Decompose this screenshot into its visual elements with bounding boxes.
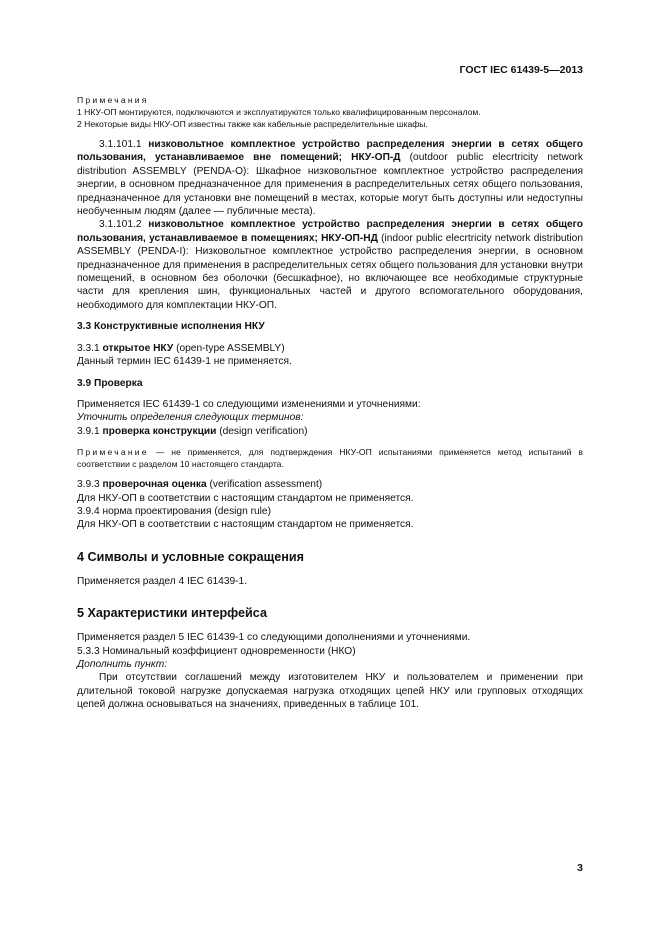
clause-5-3-3: 5.3.3 Номинальный коэффициент одновременности (НКО) bbox=[77, 645, 356, 657]
clause-number: 3.3.1 bbox=[77, 342, 100, 354]
clause-term: проверка конструкции bbox=[102, 425, 217, 437]
clause-term: низковольтное комплектное устройство распределения энергии в сетях общего пользования, устанавливаемое в помещениях; НКУ-ОП-НД bbox=[77, 219, 583, 244]
notes-heading: Примечания bbox=[77, 95, 149, 105]
clause-term: открытое НКУ bbox=[102, 342, 174, 354]
clause-3-9-4-text: Для НКУ-ОП в соответствии с настоящим стандартом не применяется. bbox=[77, 519, 414, 531]
clause-3-1-101-1 bbox=[77, 138, 583, 218]
section-3-9-intro: Применяется IEC 61439-1 со следующими изменениями и уточнениями: bbox=[77, 398, 421, 410]
section-4-text: Применяется раздел 4 IEC 61439-1. bbox=[77, 575, 248, 587]
clause-text: (design verification) bbox=[216, 425, 308, 437]
section-5-intro: Применяется раздел 5 IEC 61439-1 со следующими дополнениями и уточнениями. bbox=[77, 632, 471, 644]
clause-number: 3.1.101.1 bbox=[99, 139, 142, 150]
clause-3-3-1 bbox=[77, 342, 583, 355]
standard-header: ГОСТ IEC 61439-5—2013 bbox=[459, 64, 583, 76]
page-content bbox=[77, 94, 583, 712]
clause-3-9-4: 3.9.4 норма проектирования (design rule) bbox=[77, 505, 271, 517]
clause-number: 3.9.3 bbox=[77, 479, 100, 491]
note-2: 2 Некоторые виды НКУ-ОП известны также как кабельные распределительные шкафы. bbox=[77, 119, 428, 129]
clause-text: (open-type ASSEMBLY) bbox=[173, 342, 285, 354]
clause-3-1-101-2 bbox=[77, 218, 583, 312]
clause-text: (outdoor public elecrtricity network distribution ASSEMBLY (PENDA-O): Шкафное низковольтное комплектное устройство распределения энергии, в основном предназначенное для применения в распределительных сетях общего пользования, предназначенное для установки вне помещений в местах, которые могут быть доступны или недоступны необученным людям (далее — публичные места). bbox=[77, 152, 584, 218]
clause-text: (indoor public elecrtricity network distribution ASSEMBLY (PENDA-I): Низковольтное комплектное устройство распределения энергии, в основном предназначенное для применения в распределительных сетях общего пользования для установки внутри помещений, в основном без оболочки (бесшкафное), но включающее все необходимые структурные части для крепления шин, функциональных частей и другого вспомогательного оборудования, необходимого для комплектации НКУ-ОП. bbox=[77, 232, 583, 311]
clause-term: проверочная оценка bbox=[102, 479, 207, 491]
section-heading-3-9: 3.9 Проверка bbox=[77, 377, 143, 389]
section-5-instruction: Дополнить пункт: bbox=[77, 658, 168, 670]
clause-3-9-3 bbox=[77, 478, 583, 491]
clause-3-9-1 bbox=[77, 425, 583, 438]
note-label: Примечание bbox=[77, 447, 149, 458]
note-text: — не применяется, для подтверждения НКУ-ОП испытаниями применяется метод испытаний в соответствии с разделом 10 настоящего стандарта. bbox=[77, 447, 583, 470]
section-heading-3-3: 3.3 Конструктивные исполнения НКУ bbox=[77, 321, 265, 333]
clause-number: 3.9.1 bbox=[77, 425, 100, 437]
section-heading-4: 4 Символы и условные сокращения bbox=[77, 549, 304, 564]
note-3-9-1 bbox=[77, 446, 583, 470]
clause-3-3-1-text: Данный термин IEC 61439-1 не применяется. bbox=[77, 356, 292, 368]
section-5-paragraph: При отсутствии соглашений между изготовителем НКУ и пользователем и применении при длительной токовой нагрузке допускаемая нагрузка отходящих цепей НКУ или групповых отходящих цепей должна основываться на значениях, приведенных в таблице 101. bbox=[77, 672, 583, 711]
clause-term: низковольтное комплектное устройство распределения энергии в сетях общего пользования, устанавливаемое вне помещений; НКУ-ОП-Д bbox=[77, 139, 583, 164]
note-1: 1 НКУ-ОП монтируются, подключаются и эксплуатируются только квалифицированным персоналом. bbox=[77, 107, 481, 117]
clause-3-9-3-text: Для НКУ-ОП в соответствии с настоящим стандартом не применяется. bbox=[77, 492, 414, 504]
notes-block bbox=[77, 94, 583, 130]
page-number: 3 bbox=[577, 862, 583, 874]
clause-number: 3.1.101.2 bbox=[99, 219, 142, 231]
section-3-9-instruction: Уточнить определения следующих терминов: bbox=[77, 412, 304, 424]
section-heading-5: 5 Характеристики интерфейса bbox=[77, 606, 267, 621]
clause-text: (verification assessment) bbox=[206, 479, 323, 491]
